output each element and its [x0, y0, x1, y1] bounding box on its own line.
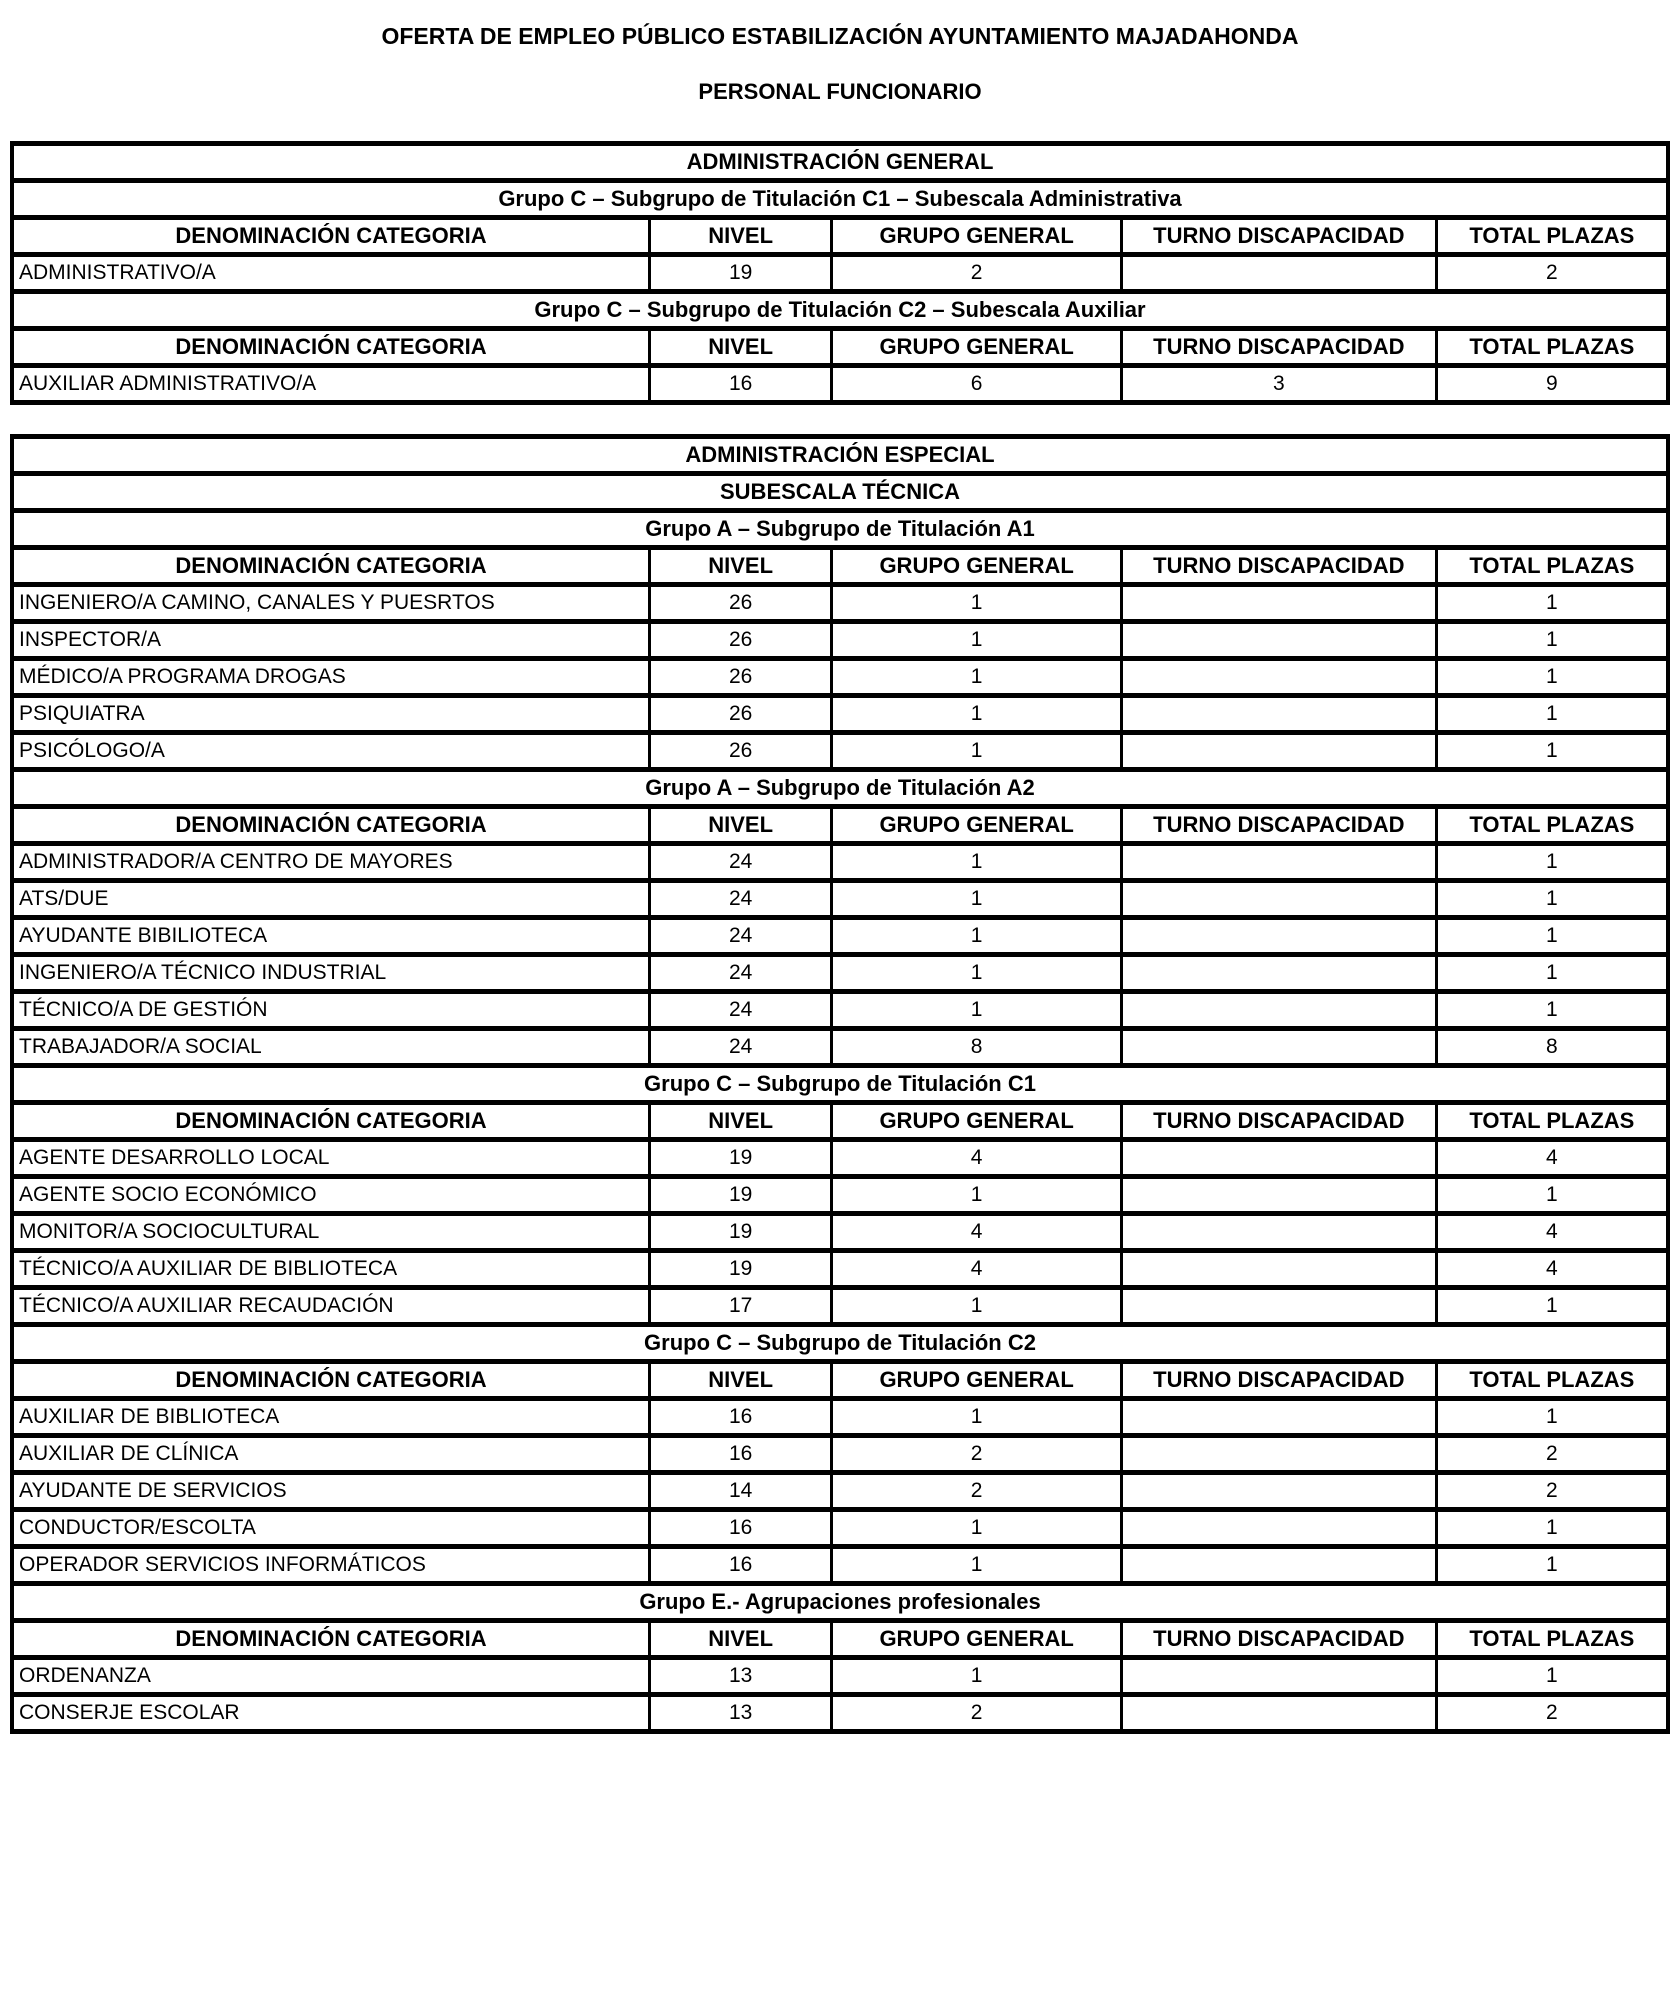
cell-total-plazas: 1	[1436, 1510, 1668, 1547]
cell-denominacion: INGENIERO/A TÉCNICO INDUSTRIAL	[12, 955, 650, 992]
cell-grupo-general: 1	[832, 1658, 1122, 1695]
section-heading-row	[12, 770, 1668, 807]
cell-turno-discapacidad: 3	[1122, 366, 1437, 403]
column-header: DENOMINACIÓN CATEGORIA	[12, 1362, 650, 1399]
cell-total-plazas: 2	[1436, 255, 1668, 292]
cell-grupo-general: 1	[832, 881, 1122, 918]
cell-turno-discapacidad	[1122, 1251, 1437, 1288]
table-subtitle: SUBESCALA TÉCNICA	[12, 474, 1668, 511]
cell-denominacion: TÉCNICO/A DE GESTIÓN	[12, 992, 650, 1029]
column-header: DENOMINACIÓN CATEGORIA	[12, 329, 650, 366]
cell-denominacion: MÉDICO/A PROGRAMA DROGAS	[12, 659, 650, 696]
column-header: GRUPO GENERAL	[832, 218, 1122, 255]
cell-total-plazas: 1	[1436, 1177, 1668, 1214]
cell-denominacion: ORDENANZA	[12, 1658, 650, 1695]
cell-grupo-general: 1	[832, 844, 1122, 881]
cell-turno-discapacidad	[1122, 255, 1437, 292]
cell-nivel: 24	[650, 992, 832, 1029]
cell-grupo-general: 1	[832, 1399, 1122, 1436]
section-heading-row	[12, 292, 1668, 329]
column-header: GRUPO GENERAL	[832, 1103, 1122, 1140]
cell-turno-discapacidad	[1122, 1658, 1437, 1695]
cell-total-plazas: 1	[1436, 955, 1668, 992]
cell-grupo-general: 4	[832, 1140, 1122, 1177]
column-header: NIVEL	[650, 1621, 832, 1658]
cell-turno-discapacidad	[1122, 1177, 1437, 1214]
column-header: NIVEL	[650, 1103, 832, 1140]
table-row	[12, 1251, 1668, 1288]
cell-total-plazas: 9	[1436, 366, 1668, 403]
column-header: TURNO DISCAPACIDAD	[1122, 1103, 1437, 1140]
cell-turno-discapacidad	[1122, 1695, 1437, 1732]
table-row	[12, 366, 1668, 403]
section-heading-row	[12, 1066, 1668, 1103]
column-header-row	[12, 1362, 1668, 1399]
table-title: ADMINISTRACIÓN ESPECIAL	[12, 437, 1668, 474]
cell-nivel: 17	[650, 1288, 832, 1325]
cell-nivel: 13	[650, 1695, 832, 1732]
cell-nivel: 16	[650, 1436, 832, 1473]
table-row	[12, 1177, 1668, 1214]
cell-turno-discapacidad	[1122, 733, 1437, 770]
cell-denominacion: AUXILIAR DE CLÍNICA	[12, 1436, 650, 1473]
table-row	[12, 1547, 1668, 1584]
cell-nivel: 16	[650, 366, 832, 403]
cell-denominacion: TRABAJADOR/A SOCIAL	[12, 1029, 650, 1066]
cell-denominacion: PSIQUIATRA	[12, 696, 650, 733]
column-header: TOTAL PLAZAS	[1436, 548, 1668, 585]
section-heading: Grupo C – Subgrupo de Titulación C2 – Subescala Auxiliar	[12, 292, 1668, 329]
cell-total-plazas: 1	[1436, 1399, 1668, 1436]
cell-nivel: 26	[650, 659, 832, 696]
cell-nivel: 26	[650, 585, 832, 622]
cell-denominacion: MONITOR/A SOCIOCULTURAL	[12, 1214, 650, 1251]
section-heading: Grupo C – Subgrupo de Titulación C1	[12, 1066, 1668, 1103]
table-row	[12, 255, 1668, 292]
column-header: TOTAL PLAZAS	[1436, 1621, 1668, 1658]
table-title-row	[12, 437, 1668, 474]
table-row	[12, 1029, 1668, 1066]
cell-total-plazas: 4	[1436, 1251, 1668, 1288]
cell-grupo-general: 2	[832, 1473, 1122, 1510]
column-header: DENOMINACIÓN CATEGORIA	[12, 1103, 650, 1140]
column-header-row	[12, 1103, 1668, 1140]
cell-grupo-general: 1	[832, 992, 1122, 1029]
cell-grupo-general: 1	[832, 696, 1122, 733]
cell-denominacion: OPERADOR SERVICIOS INFORMÁTICOS	[12, 1547, 650, 1584]
column-header: GRUPO GENERAL	[832, 1362, 1122, 1399]
cell-turno-discapacidad	[1122, 1140, 1437, 1177]
cell-grupo-general: 1	[832, 733, 1122, 770]
cell-grupo-general: 1	[832, 918, 1122, 955]
cell-total-plazas: 8	[1436, 1029, 1668, 1066]
cell-total-plazas: 1	[1436, 1288, 1668, 1325]
table-row	[12, 733, 1668, 770]
cell-total-plazas: 1	[1436, 992, 1668, 1029]
column-header: NIVEL	[650, 807, 832, 844]
cell-nivel: 24	[650, 918, 832, 955]
cell-turno-discapacidad	[1122, 585, 1437, 622]
cell-denominacion: AUXILIAR DE BIBLIOTECA	[12, 1399, 650, 1436]
section-heading: Grupo C – Subgrupo de Titulación C1 – Subescala Administrativa	[12, 181, 1668, 218]
cell-grupo-general: 2	[832, 1695, 1122, 1732]
table-row	[12, 1510, 1668, 1547]
column-header: TOTAL PLAZAS	[1436, 329, 1668, 366]
cell-turno-discapacidad	[1122, 844, 1437, 881]
table-row	[12, 1695, 1668, 1732]
cell-denominacion: TÉCNICO/A AUXILIAR RECAUDACIÓN	[12, 1288, 650, 1325]
cell-grupo-general: 1	[832, 1177, 1122, 1214]
cell-nivel: 24	[650, 881, 832, 918]
cell-turno-discapacidad	[1122, 1399, 1437, 1436]
cell-grupo-general: 1	[832, 659, 1122, 696]
cell-total-plazas: 1	[1436, 881, 1668, 918]
cell-denominacion: AGENTE DESARROLLO LOCAL	[12, 1140, 650, 1177]
cell-grupo-general: 4	[832, 1214, 1122, 1251]
cell-nivel: 19	[650, 255, 832, 292]
column-header: NIVEL	[650, 548, 832, 585]
cell-nivel: 24	[650, 844, 832, 881]
table-row	[12, 1214, 1668, 1251]
cell-grupo-general: 2	[832, 1436, 1122, 1473]
cell-denominacion: ATS/DUE	[12, 881, 650, 918]
table-row	[12, 1140, 1668, 1177]
cell-nivel: 19	[650, 1214, 832, 1251]
cell-nivel: 19	[650, 1177, 832, 1214]
cell-turno-discapacidad	[1122, 1029, 1437, 1066]
cell-nivel: 14	[650, 1473, 832, 1510]
column-header: TOTAL PLAZAS	[1436, 807, 1668, 844]
section-heading-row	[12, 1325, 1668, 1362]
column-header: TURNO DISCAPACIDAD	[1122, 329, 1437, 366]
table-row	[12, 1436, 1668, 1473]
tables-container	[10, 141, 1670, 1734]
cell-nivel: 24	[650, 1029, 832, 1066]
column-header-row	[12, 329, 1668, 366]
cell-total-plazas: 1	[1436, 585, 1668, 622]
column-header: TURNO DISCAPACIDAD	[1122, 807, 1437, 844]
table-row	[12, 659, 1668, 696]
cell-turno-discapacidad	[1122, 881, 1437, 918]
column-header: GRUPO GENERAL	[832, 807, 1122, 844]
table-row	[12, 1473, 1668, 1510]
cell-denominacion: ADMINISTRATIVO/A	[12, 255, 650, 292]
data-table	[10, 434, 1670, 1734]
cell-nivel: 16	[650, 1510, 832, 1547]
column-header: TURNO DISCAPACIDAD	[1122, 1621, 1437, 1658]
cell-nivel: 26	[650, 733, 832, 770]
cell-total-plazas: 1	[1436, 696, 1668, 733]
table-row	[12, 881, 1668, 918]
cell-turno-discapacidad	[1122, 1547, 1437, 1584]
section-heading: Grupo C – Subgrupo de Titulación C2	[12, 1325, 1668, 1362]
column-header: GRUPO GENERAL	[832, 548, 1122, 585]
cell-turno-discapacidad	[1122, 696, 1437, 733]
cell-turno-discapacidad	[1122, 659, 1437, 696]
column-header: NIVEL	[650, 329, 832, 366]
column-header: NIVEL	[650, 218, 832, 255]
cell-turno-discapacidad	[1122, 1288, 1437, 1325]
cell-denominacion: CONDUCTOR/ESCOLTA	[12, 1510, 650, 1547]
column-header: DENOMINACIÓN CATEGORIA	[12, 548, 650, 585]
section-heading-row	[12, 1584, 1668, 1621]
cell-nivel: 19	[650, 1251, 832, 1288]
cell-denominacion: TÉCNICO/A AUXILIAR DE BIBLIOTECA	[12, 1251, 650, 1288]
cell-denominacion: INGENIERO/A CAMINO, CANALES Y PUESRTOS	[12, 585, 650, 622]
table-row	[12, 622, 1668, 659]
cell-denominacion: AUXILIAR ADMINISTRATIVO/A	[12, 366, 650, 403]
column-header: TOTAL PLAZAS	[1436, 1103, 1668, 1140]
cell-nivel: 13	[650, 1658, 832, 1695]
cell-total-plazas: 2	[1436, 1436, 1668, 1473]
table-title: ADMINISTRACIÓN GENERAL	[12, 144, 1668, 181]
cell-nivel: 24	[650, 955, 832, 992]
cell-total-plazas: 1	[1436, 1658, 1668, 1695]
cell-total-plazas: 1	[1436, 844, 1668, 881]
column-header: TOTAL PLAZAS	[1436, 1362, 1668, 1399]
column-header: DENOMINACIÓN CATEGORIA	[12, 1621, 650, 1658]
cell-grupo-general: 4	[832, 1251, 1122, 1288]
cell-total-plazas: 2	[1436, 1473, 1668, 1510]
cell-nivel: 19	[650, 1140, 832, 1177]
cell-turno-discapacidad	[1122, 1473, 1437, 1510]
cell-turno-discapacidad	[1122, 918, 1437, 955]
column-header-row	[12, 218, 1668, 255]
cell-nivel: 16	[650, 1399, 832, 1436]
cell-turno-discapacidad	[1122, 955, 1437, 992]
cell-grupo-general: 1	[832, 585, 1122, 622]
document-subtitle: PERSONAL FUNCIONARIO	[698, 79, 982, 105]
cell-denominacion: AYUDANTE BIBILIOTECA	[12, 918, 650, 955]
section-heading: Grupo E.- Agrupaciones profesionales	[12, 1584, 1668, 1621]
column-header-row	[12, 1621, 1668, 1658]
cell-grupo-general: 6	[832, 366, 1122, 403]
cell-nivel: 26	[650, 696, 832, 733]
table-row	[12, 1658, 1668, 1695]
data-table	[10, 141, 1670, 405]
cell-total-plazas: 1	[1436, 659, 1668, 696]
cell-nivel: 26	[650, 622, 832, 659]
column-header: TOTAL PLAZAS	[1436, 218, 1668, 255]
document-title: OFERTA DE EMPLEO PÚBLICO ESTABILIZACIÓN AYUNTAMIENTO MAJADAHONDA	[381, 23, 1299, 49]
section-heading-row	[12, 511, 1668, 548]
table-row	[12, 696, 1668, 733]
cell-turno-discapacidad	[1122, 1510, 1437, 1547]
column-header: TURNO DISCAPACIDAD	[1122, 218, 1437, 255]
column-header: TURNO DISCAPACIDAD	[1122, 1362, 1437, 1399]
table-row	[12, 585, 1668, 622]
cell-denominacion: ADMINISTRADOR/A CENTRO DE MAYORES	[12, 844, 650, 881]
cell-grupo-general: 1	[832, 622, 1122, 659]
cell-denominacion: AGENTE SOCIO ECONÓMICO	[12, 1177, 650, 1214]
cell-total-plazas: 2	[1436, 1695, 1668, 1732]
cell-denominacion: CONSERJE ESCOLAR	[12, 1695, 650, 1732]
cell-turno-discapacidad	[1122, 1436, 1437, 1473]
cell-turno-discapacidad	[1122, 1214, 1437, 1251]
cell-total-plazas: 4	[1436, 1214, 1668, 1251]
cell-total-plazas: 1	[1436, 918, 1668, 955]
cell-grupo-general: 1	[832, 1288, 1122, 1325]
column-header: TURNO DISCAPACIDAD	[1122, 548, 1437, 585]
cell-nivel: 16	[650, 1547, 832, 1584]
column-header-row	[12, 548, 1668, 585]
column-header: DENOMINACIÓN CATEGORIA	[12, 807, 650, 844]
cell-grupo-general: 8	[832, 1029, 1122, 1066]
table-subtitle-row	[12, 474, 1668, 511]
table-row	[12, 1399, 1668, 1436]
section-heading-row	[12, 181, 1668, 218]
column-header-row	[12, 807, 1668, 844]
table-row	[12, 1288, 1668, 1325]
cell-total-plazas: 1	[1436, 733, 1668, 770]
cell-grupo-general: 1	[832, 1547, 1122, 1584]
cell-grupo-general: 1	[832, 955, 1122, 992]
cell-denominacion: INSPECTOR/A	[12, 622, 650, 659]
column-header: DENOMINACIÓN CATEGORIA	[12, 218, 650, 255]
column-header: GRUPO GENERAL	[832, 329, 1122, 366]
table-row	[12, 918, 1668, 955]
column-header: GRUPO GENERAL	[832, 1621, 1122, 1658]
table-row	[12, 992, 1668, 1029]
cell-turno-discapacidad	[1122, 622, 1437, 659]
cell-turno-discapacidad	[1122, 992, 1437, 1029]
section-heading: Grupo A – Subgrupo de Titulación A2	[12, 770, 1668, 807]
column-header: NIVEL	[650, 1362, 832, 1399]
table-title-row	[12, 144, 1668, 181]
table-row	[12, 844, 1668, 881]
section-heading: Grupo A – Subgrupo de Titulación A1	[12, 511, 1668, 548]
cell-total-plazas: 4	[1436, 1140, 1668, 1177]
table-row	[12, 955, 1668, 992]
cell-total-plazas: 1	[1436, 1547, 1668, 1584]
cell-denominacion: PSICÓLOGO/A	[12, 733, 650, 770]
cell-total-plazas: 1	[1436, 622, 1668, 659]
cell-grupo-general: 1	[832, 1510, 1122, 1547]
cell-denominacion: AYUDANTE DE SERVICIOS	[12, 1473, 650, 1510]
cell-grupo-general: 2	[832, 255, 1122, 292]
